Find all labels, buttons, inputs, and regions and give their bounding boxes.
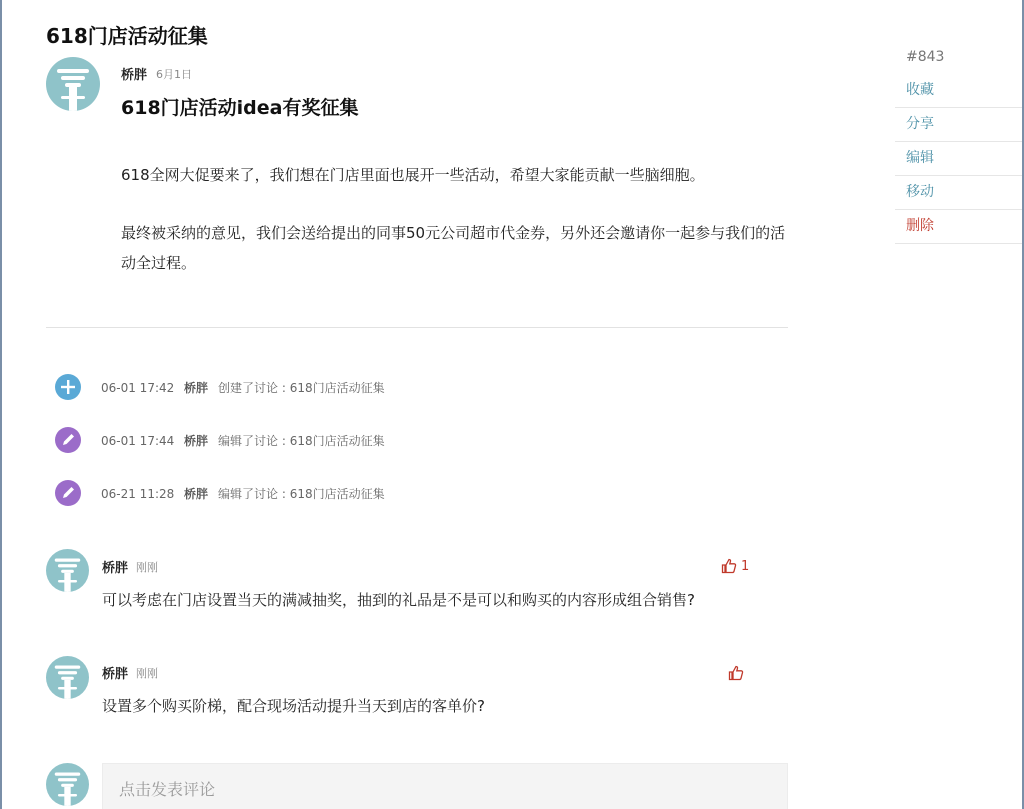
comment-author-avatar[interactable]: [46, 656, 89, 699]
avatar-tower-icon: [46, 549, 89, 592]
window-left-border: [0, 0, 2, 809]
pencil-icon: [55, 480, 81, 506]
like-button[interactable]: [721, 558, 749, 574]
comment-time: 刚刚: [136, 667, 158, 680]
timeline-entry: [101, 379, 385, 396]
comment-input-placeholder: 点击发表评论: [119, 780, 216, 799]
like-count: 1: [741, 558, 750, 574]
current-user-avatar: [46, 763, 89, 806]
share-button[interactable]: 分享: [895, 108, 1022, 142]
post-author-avatar[interactable]: [46, 57, 100, 111]
comment-author-avatar[interactable]: [46, 549, 89, 592]
timeline-user[interactable]: 桥胖: [184, 381, 209, 395]
timeline-user[interactable]: 桥胖: [184, 487, 209, 501]
post-author-name[interactable]: 桥胖: [121, 68, 148, 83]
discussion-id: #843: [906, 49, 945, 65]
timeline-action: 编辑了讨论 : 618门店活动征集: [218, 487, 385, 501]
edit-button[interactable]: 编辑: [895, 142, 1022, 176]
move-button[interactable]: 移动: [895, 176, 1022, 210]
pencil-icon: [55, 427, 81, 453]
content-divider: [46, 327, 788, 328]
timeline-action: 编辑了讨论 : 618门店活动征集: [218, 434, 385, 448]
timeline-entry: [101, 432, 385, 449]
timeline-user[interactable]: 桥胖: [184, 434, 209, 448]
plus-circle-icon: [55, 374, 81, 400]
post-paragraph-2: 最终被采纳的意见，我们会送给提出的同事50元公司超市代金券，另外还会邀请你一起参与我们的活动全过程。: [121, 224, 786, 272]
page-title: 618门店活动征集: [46, 24, 208, 48]
timeline-action: 创建了讨论 : 618门店活动征集: [218, 381, 385, 395]
like-button[interactable]: [728, 665, 748, 681]
thumbs-up-icon: [721, 558, 737, 574]
thumbs-up-icon: [728, 665, 744, 681]
action-sidebar: [895, 44, 1022, 244]
comment-text: 设置多个购买阶梯，配合现场活动提升当天到店的客单价?: [102, 697, 485, 715]
comment-input[interactable]: [102, 763, 788, 809]
avatar-tower-icon: [46, 57, 100, 111]
post-paragraph-1: 618全网大促要来了，我们想在门店里面也展开一些活动，希望大家能贡献一些脑细胞。: [121, 166, 705, 184]
timeline-entry: [101, 485, 385, 502]
timeline-time: 06-01 17:44: [101, 434, 175, 448]
comment-time: 刚刚: [136, 561, 158, 574]
comment-author-name[interactable]: 桥胖: [102, 667, 129, 682]
comment-text: 可以考虑在门店设置当天的满减抽奖，抽到的礼品是不是可以和购买的内容形成组合销售?: [102, 591, 695, 609]
timeline-time: 06-01 17:42: [101, 381, 175, 395]
delete-button[interactable]: 删除: [895, 210, 1022, 244]
favorite-button[interactable]: 收藏: [895, 74, 1022, 108]
avatar-tower-icon: [46, 763, 89, 806]
comment-author-name[interactable]: 桥胖: [102, 561, 129, 576]
post-date: 6月1日: [156, 68, 192, 81]
timeline-time: 06-21 11:28: [101, 487, 175, 501]
avatar-tower-icon: [46, 656, 89, 699]
post-heading: 618门店活动idea有奖征集: [121, 97, 359, 119]
